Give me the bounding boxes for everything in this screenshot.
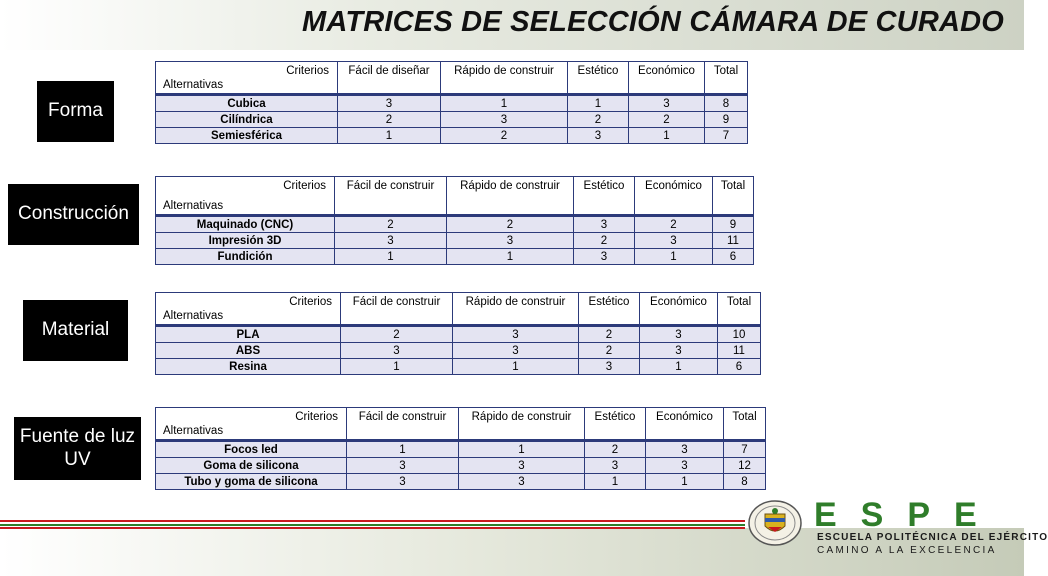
espe-crest-logo-icon bbox=[748, 500, 802, 546]
alternatives-label: Alternativas bbox=[163, 425, 224, 437]
table-header-row bbox=[156, 62, 748, 95]
score-cell: 1 bbox=[459, 441, 585, 458]
total-cell: 6 bbox=[718, 359, 761, 375]
column-header: Estético bbox=[568, 62, 629, 95]
total-cell: 7 bbox=[705, 128, 748, 144]
score-cell: 3 bbox=[347, 458, 459, 474]
table-header-row bbox=[156, 293, 761, 326]
alternatives-label: Alternativas bbox=[163, 79, 224, 91]
column-header: Rápido de construir bbox=[441, 62, 568, 95]
matrix-table-forma bbox=[155, 61, 748, 144]
score-cell: 1 bbox=[447, 249, 574, 265]
score-cell: 1 bbox=[341, 359, 453, 375]
column-header: Estético bbox=[574, 177, 635, 216]
score-cell: 2 bbox=[441, 128, 568, 144]
score-cell: 2 bbox=[585, 441, 646, 458]
score-cell: 3 bbox=[574, 216, 635, 233]
score-cell: 2 bbox=[574, 233, 635, 249]
table-row bbox=[156, 441, 766, 458]
alternative-name: Cilíndrica bbox=[156, 112, 338, 128]
matrix-table-construccion bbox=[155, 176, 754, 265]
alternative-name: ABS bbox=[156, 343, 341, 359]
table-row bbox=[156, 359, 761, 375]
alternative-name: Cubica bbox=[156, 95, 338, 112]
score-cell: 3 bbox=[629, 95, 705, 112]
alternative-name: Semiesférica bbox=[156, 128, 338, 144]
total-cell: 12 bbox=[724, 458, 766, 474]
score-cell: 1 bbox=[338, 128, 441, 144]
score-cell: 3 bbox=[585, 458, 646, 474]
column-header: Económico bbox=[646, 408, 724, 441]
table-row bbox=[156, 95, 748, 112]
table-row bbox=[156, 474, 766, 490]
table-row bbox=[156, 343, 761, 359]
column-header: Fácil de construir bbox=[347, 408, 459, 441]
column-header: Rápido de construir bbox=[453, 293, 579, 326]
criteria-label: Criterios bbox=[286, 65, 329, 77]
footer-green-line bbox=[0, 524, 745, 526]
alternative-name: Impresión 3D bbox=[156, 233, 335, 249]
espe-motto: CAMINO A LA EXCELENCIA bbox=[817, 545, 997, 556]
score-cell: 3 bbox=[640, 343, 718, 359]
score-cell: 3 bbox=[447, 233, 574, 249]
alternative-name: Focos led bbox=[156, 441, 347, 458]
score-cell: 1 bbox=[585, 474, 646, 490]
alternative-name: PLA bbox=[156, 326, 341, 343]
column-header: Estético bbox=[585, 408, 646, 441]
score-cell: 2 bbox=[447, 216, 574, 233]
score-cell: 1 bbox=[635, 249, 713, 265]
score-cell: 3 bbox=[453, 343, 579, 359]
score-cell: 1 bbox=[629, 128, 705, 144]
column-header: Económico bbox=[629, 62, 705, 95]
espe-institution-name: ESCUELA POLITÉCNICA DEL EJÉRCITO bbox=[817, 532, 1048, 543]
total-cell: 10 bbox=[718, 326, 761, 343]
score-cell: 2 bbox=[341, 326, 453, 343]
criteria-header-cell bbox=[156, 177, 335, 216]
table-row bbox=[156, 128, 748, 144]
score-cell: 2 bbox=[635, 216, 713, 233]
column-header: Total bbox=[724, 408, 766, 441]
column-header: Fácil de construir bbox=[341, 293, 453, 326]
alternative-name: Resina bbox=[156, 359, 341, 375]
criteria-label: Criterios bbox=[289, 296, 332, 308]
score-cell: 3 bbox=[459, 474, 585, 490]
alternative-name: Goma de silicona bbox=[156, 458, 347, 474]
total-cell: 9 bbox=[713, 216, 754, 233]
score-cell: 3 bbox=[335, 233, 447, 249]
table-row bbox=[156, 458, 766, 474]
column-header: Estético bbox=[579, 293, 640, 326]
total-cell: 8 bbox=[705, 95, 748, 112]
score-cell: 2 bbox=[338, 112, 441, 128]
score-cell: 1 bbox=[453, 359, 579, 375]
score-cell: 2 bbox=[335, 216, 447, 233]
score-cell: 2 bbox=[579, 326, 640, 343]
section-label-forma: Forma bbox=[37, 81, 114, 142]
alternatives-label: Alternativas bbox=[163, 200, 224, 212]
table-header-row bbox=[156, 177, 754, 216]
score-cell: 3 bbox=[338, 95, 441, 112]
score-cell: 3 bbox=[568, 128, 629, 144]
column-header: Económico bbox=[640, 293, 718, 326]
slide-title: MATRICES DE SELECCIÓN CÁMARA DE CURADO bbox=[302, 6, 1004, 38]
column-header: Total bbox=[718, 293, 761, 326]
column-header: Total bbox=[713, 177, 754, 216]
score-cell: 3 bbox=[635, 233, 713, 249]
column-header: Total bbox=[705, 62, 748, 95]
matrix-table-material bbox=[155, 292, 761, 375]
criteria-label: Criterios bbox=[295, 411, 338, 423]
score-cell: 3 bbox=[459, 458, 585, 474]
espe-brand-letters: ESPE bbox=[814, 496, 1001, 534]
column-header: Económico bbox=[635, 177, 713, 216]
total-cell: 11 bbox=[713, 233, 754, 249]
alternative-name: Tubo y goma de silicona bbox=[156, 474, 347, 490]
total-cell: 9 bbox=[705, 112, 748, 128]
score-cell: 2 bbox=[568, 112, 629, 128]
table-row bbox=[156, 233, 754, 249]
total-cell: 11 bbox=[718, 343, 761, 359]
alternative-name: Fundición bbox=[156, 249, 335, 265]
score-cell: 1 bbox=[568, 95, 629, 112]
score-cell: 1 bbox=[335, 249, 447, 265]
table-row bbox=[156, 112, 748, 128]
criteria-label: Criterios bbox=[283, 180, 326, 192]
section-label-construccion: Construcción bbox=[8, 184, 139, 245]
score-cell: 1 bbox=[646, 474, 724, 490]
criteria-header-cell bbox=[156, 62, 338, 95]
section-label-fuente-luz-uv: Fuente de luz UV bbox=[14, 417, 141, 480]
score-cell: 3 bbox=[574, 249, 635, 265]
column-header: Fácil de diseñar bbox=[338, 62, 441, 95]
column-header: Rápido de construir bbox=[447, 177, 574, 216]
footer-red-line bbox=[0, 520, 745, 522]
total-cell: 8 bbox=[724, 474, 766, 490]
score-cell: 3 bbox=[646, 441, 724, 458]
total-cell: 7 bbox=[724, 441, 766, 458]
score-cell: 1 bbox=[441, 95, 568, 112]
criteria-header-cell bbox=[156, 293, 341, 326]
table-header-row bbox=[156, 408, 766, 441]
score-cell: 2 bbox=[629, 112, 705, 128]
criteria-header-cell bbox=[156, 408, 347, 441]
footer-red-line bbox=[0, 527, 745, 529]
score-cell: 3 bbox=[341, 343, 453, 359]
column-header: Rápido de construir bbox=[459, 408, 585, 441]
table-row bbox=[156, 216, 754, 233]
table-row bbox=[156, 326, 761, 343]
section-label-material: Material bbox=[23, 300, 128, 361]
score-cell: 1 bbox=[640, 359, 718, 375]
score-cell: 3 bbox=[579, 359, 640, 375]
column-header: Fácil de construir bbox=[335, 177, 447, 216]
score-cell: 3 bbox=[640, 326, 718, 343]
alternatives-label: Alternativas bbox=[163, 310, 224, 322]
total-cell: 6 bbox=[713, 249, 754, 265]
score-cell: 3 bbox=[441, 112, 568, 128]
alternative-name: Maquinado (CNC) bbox=[156, 216, 335, 233]
matrix-table-fuente-luz-uv bbox=[155, 407, 766, 490]
score-cell: 3 bbox=[453, 326, 579, 343]
score-cell: 3 bbox=[646, 458, 724, 474]
score-cell: 2 bbox=[579, 343, 640, 359]
score-cell: 3 bbox=[347, 474, 459, 490]
table-row bbox=[156, 249, 754, 265]
score-cell: 1 bbox=[347, 441, 459, 458]
